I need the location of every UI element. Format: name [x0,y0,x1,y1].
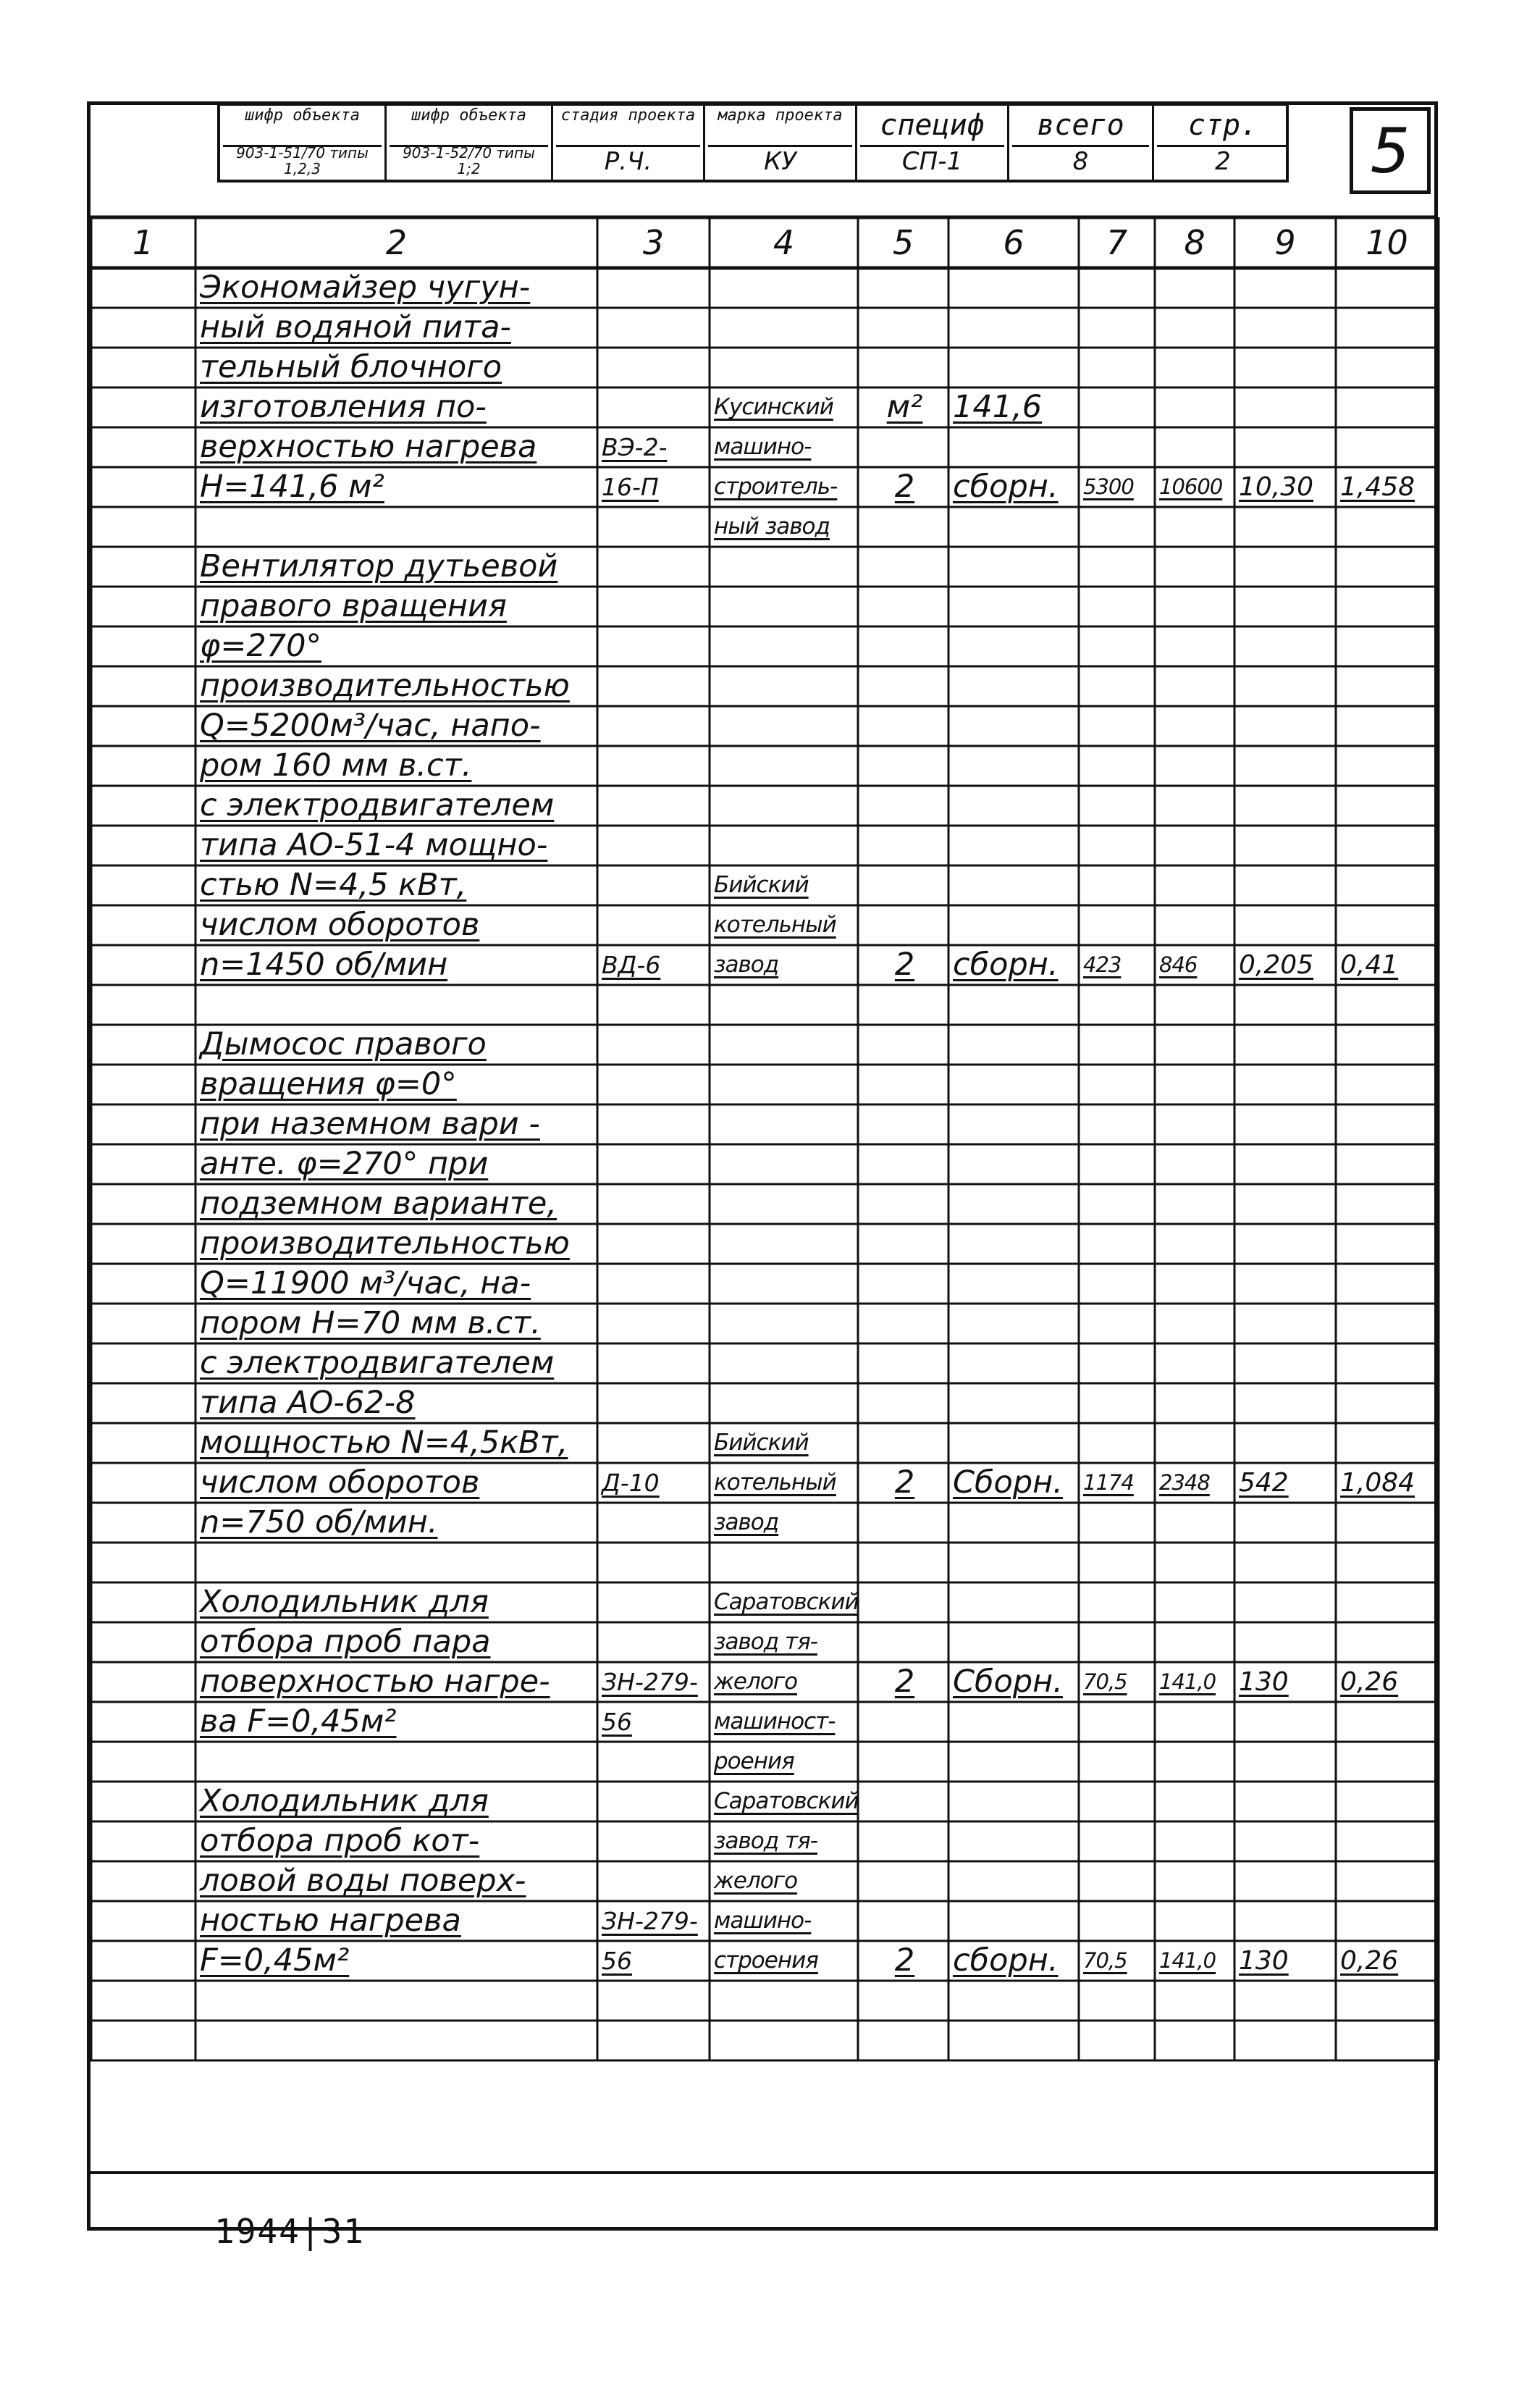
cell-col-2: Н=141,6 м² [200,469,384,505]
cell-col-4: машино- [714,434,812,460]
cell-col-9: 542 [1239,1468,1289,1498]
cell-col-6: сборн. [953,947,1059,983]
cell-col-6: Сборн. [953,1664,1063,1700]
cell-col-2: изготовления по- [200,389,487,425]
cell-col-4: Бийский [714,872,809,898]
cell-col-5: м² [886,389,923,425]
cell-col-2: верхностью нагрева [200,429,537,465]
cell-col-2: Холодильник для [200,1783,489,1819]
cell-col-2: мощностью N=4,5кВт, [200,1425,568,1461]
cell-col-3: ЗН-279- [602,1907,698,1935]
cell-col-7: 70,5 [1083,1948,1127,1973]
cell-col-5: 2 [894,1664,915,1700]
cell-col-4: котельный [714,1469,836,1496]
cell-col-4: завод [714,952,779,978]
cell-col-4: котельный [714,912,836,938]
cell-col-2: отбора проб пара [200,1624,491,1660]
cell-col-6: 141,6 [953,389,1043,425]
cell-col-8: 141,0 [1159,1669,1216,1694]
cell-col-8: 2348 [1159,1470,1210,1495]
cell-col-2: ностью нагрева [200,1903,461,1939]
cell-col-9: 10,30 [1239,472,1314,502]
cell-col-2: Холодильник для [200,1584,489,1620]
column-number: 3 [642,223,665,262]
cell-col-9: 130 [1239,1667,1289,1697]
cell-col-10: 1,084 [1340,1468,1415,1498]
cell-col-6: сборн. [953,469,1059,505]
cell-col-10: 0,26 [1340,1946,1399,1976]
cell-col-2: пором Н=70 мм в.ст. [200,1305,541,1341]
column-number: 10 [1366,223,1408,262]
cell-col-4: завод тя- [714,1629,817,1655]
cell-col-3: ВЭ-2- [602,433,668,461]
cell-col-2: тельный блочного [200,349,502,385]
title-block-value: КУ [764,147,796,176]
cell-col-2: вращения φ=0° [200,1066,457,1102]
cell-col-2: ром 160 мм в.ст. [200,747,472,784]
cell-col-4: желого [714,1669,798,1695]
cell-col-7: 5300 [1083,474,1134,499]
column-number: 7 [1106,223,1128,262]
cell-col-4: завод тя- [714,1828,817,1854]
cell-col-8: 846 [1159,952,1198,977]
cell-col-2: анте. φ=270° при [200,1146,489,1182]
cell-col-4: ный завод [714,513,830,540]
cell-col-4: роения [714,1748,794,1774]
cell-col-2: n=750 об/мин. [200,1504,438,1540]
cell-col-2: F=0,45м² [200,1942,350,1979]
cell-col-2: Дымосос правого [200,1026,487,1062]
cell-col-2: типа АО-62-8 [200,1385,416,1421]
cell-col-2: ва F=0,45м² [200,1703,397,1740]
cell-col-2: отбора проб кот- [200,1823,480,1859]
column-number: 1 [132,223,154,262]
cell-col-2: поверхностью нагре- [200,1664,550,1700]
column-number: 4 [773,223,795,262]
cell-col-4: машиност- [714,1708,836,1735]
cell-col-9: 0,205 [1239,950,1314,980]
cell-col-5: 2 [894,469,915,505]
cell-col-4: Саратовский [714,1788,859,1814]
cell-col-2: числом оборотов [200,907,480,943]
title-block-value: 903-1-51/70 типы 1,2,3 [236,145,369,177]
cell-col-2: φ=270° [200,628,321,664]
title-block-value: СП-1 [901,147,963,176]
sheet-number: 5 [1350,107,1431,194]
cell-col-3: 16-П [602,473,659,501]
cell-col-3: ВД-6 [602,951,661,979]
cell-col-7: 423 [1083,952,1122,977]
cell-col-2: Q=11900 м³/час, на- [200,1265,531,1301]
cell-col-10: 0,41 [1340,950,1399,980]
cell-col-8: 10600 [1159,474,1223,499]
cell-col-7: 1174 [1083,1470,1134,1495]
footer-number: 1944|31 [214,2212,365,2251]
cell-col-5: 2 [894,1464,915,1501]
cell-col-4: Кусинский [714,394,833,420]
cell-col-4: желого [714,1868,798,1894]
cell-col-9: 130 [1239,1946,1289,1976]
cell-col-4: Бийский [714,1430,809,1456]
title-block-value: 2 [1215,147,1231,176]
cell-col-2: ный водяной пита- [200,309,511,345]
cell-col-7: 70,5 [1083,1669,1127,1694]
column-number: 6 [1003,223,1024,262]
column-number: 9 [1274,223,1296,262]
cell-col-4: машино- [714,1908,812,1934]
cell-col-2: числом оборотов [200,1464,480,1501]
cell-col-6: Сборн. [953,1464,1063,1501]
title-block-caption: стр. [1157,107,1289,147]
cell-col-2: ловой воды поверх- [200,1863,526,1899]
cell-col-2: производительностью [200,1225,570,1262]
cell-col-3: 56 [602,1947,632,1975]
cell-col-2: стью N=4,5 кВт, [200,867,467,903]
column-number: 2 [385,223,408,262]
column-number: 8 [1184,223,1206,262]
title-block-caption: всего [1012,107,1149,147]
cell-col-2: типа АО-51-4 мощно- [200,827,548,863]
cell-col-8: 141,0 [1159,1948,1216,1973]
cell-col-2: n=1450 об/мин [200,947,448,983]
cell-col-2: правого вращения [200,588,507,624]
cell-col-2: с электродвигателем [200,787,555,823]
cell-col-10: 0,26 [1340,1667,1399,1697]
cell-col-4: завод [714,1509,779,1535]
cell-col-2: с электродвигателем [200,1345,555,1381]
cell-col-3: 56 [602,1708,632,1736]
title-block-value: Р.Ч. [604,147,652,176]
title-block-caption: стадия проекта [556,107,700,147]
cell-col-4: строения [714,1947,818,1974]
cell-col-3: Д-10 [602,1469,660,1497]
title-block-caption: марка проекта [708,107,852,147]
title-block-caption: шифр объекта [223,107,382,147]
title-block-caption: специф [860,107,1004,147]
cell-col-5: 2 [894,1942,915,1979]
cell-col-2: подземном варианте, [200,1186,557,1222]
cell-col-2: Q=5200м³/час, напо- [200,708,541,744]
cell-col-3: ЗН-279- [602,1668,698,1696]
cell-col-2: производительностью [200,668,570,704]
cell-col-2: при наземном вари - [200,1106,540,1142]
cell-col-4: строитель- [714,474,838,500]
title-block-caption: шифр объекта [390,107,548,147]
column-number: 5 [892,223,914,262]
title-block-value: 903-1-52/70 типы 1;2 [403,145,535,177]
cell-col-10: 1,458 [1340,472,1415,502]
title-block-value: 8 [1072,147,1089,176]
cell-col-6: сборн. [953,1942,1059,1979]
cell-col-2: Вентилятор дутьевой [200,548,558,584]
cell-col-5: 2 [894,947,915,983]
cell-col-2: Экономайзер чугун- [200,269,531,306]
cell-col-4: Саратовский [714,1589,859,1615]
